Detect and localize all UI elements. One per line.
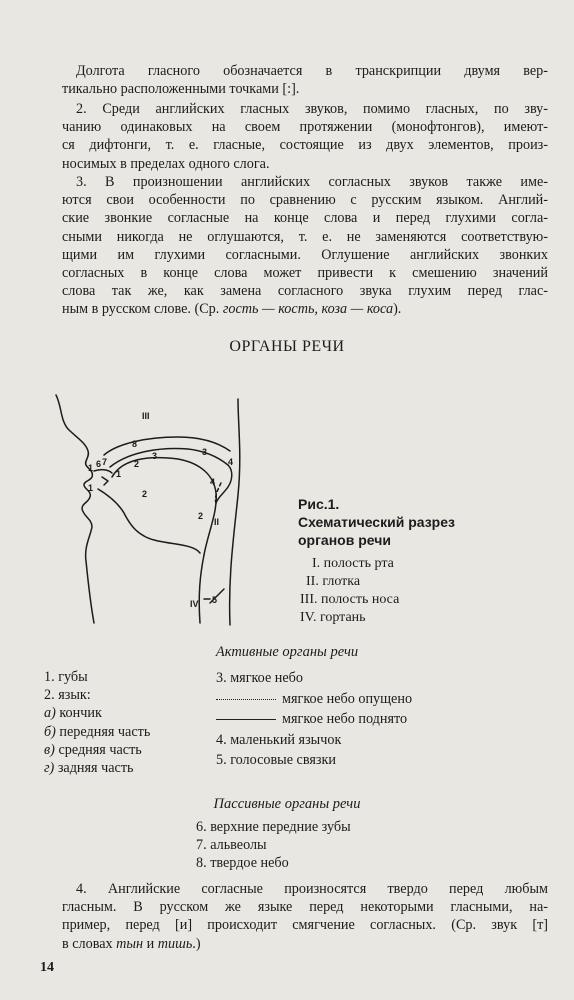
label-2: 2: [142, 489, 148, 499]
text-line: Долгота гласного обозначается в транскрипции двумя вер-: [76, 63, 548, 79]
text-line: [62, 300, 548, 318]
list-item: [44, 759, 150, 777]
page-number: 14: [40, 960, 54, 975]
text-line: сными никогда не оглушаются, т. е. не заменяются соответствую-: [62, 228, 548, 245]
label-8: 8: [132, 439, 138, 449]
label-IV: IV: [190, 599, 199, 609]
dotted-line-symbol: [216, 699, 276, 700]
list-marker: а): [44, 705, 56, 722]
text-line: гласным. В русском же языке перед некоторыми гласными, на-: [62, 899, 548, 916]
list-text: мягкое небо поднято: [282, 711, 408, 727]
label-1b: 1: [88, 483, 94, 493]
active-organs-heading: Активные органы речи: [215, 644, 359, 660]
active-organs-right: [216, 668, 412, 771]
list-item: [44, 704, 150, 722]
passive-organs-list: [196, 818, 351, 873]
paragraph-1: [62, 62, 548, 98]
caption-line: органов речи: [298, 532, 391, 548]
paragraph-2: [62, 100, 548, 173]
list-item: 8. твердое небо: [196, 855, 289, 872]
text-line: чанию одинаковых на своем протяжении (монофтонгов), имеют-: [62, 119, 548, 136]
text-line: ся дифтонги, т. е. гласные, состоящие из двух элементов, произ-: [62, 137, 548, 154]
passive-organs-heading: Пассивные органы речи: [213, 796, 361, 812]
text-fragment: в словах: [62, 935, 117, 952]
list-item: 7. альвеолы: [196, 837, 267, 854]
caption-line: Схематический разрез: [298, 514, 455, 530]
text-line: ются свои особенности по сравнению с русским языком. Англий-: [62, 192, 548, 209]
list-item: [44, 723, 150, 741]
text-line: [62, 935, 548, 953]
list-marker: в): [44, 741, 55, 758]
text-line: пример, перед [и] происходит смягчение согласных. (Ср. звук [т]: [62, 917, 548, 934]
speech-organs-diagram: [38, 385, 288, 635]
list-item: [44, 741, 150, 759]
paragraph-3: [62, 173, 548, 319]
text-fragment: ).: [393, 301, 402, 318]
list-item: 2. язык:: [44, 687, 91, 704]
list-item: 5. голосовые связки: [216, 752, 336, 768]
legend-item: I. полость рта: [312, 556, 394, 571]
list-item: 4. маленький язычок: [216, 731, 342, 748]
label-4b: 4: [210, 477, 216, 487]
example-words: гость — кость, коза — коса: [222, 301, 394, 318]
list-text: передняя часть: [59, 723, 151, 740]
list-text: мягкое небо опущено: [282, 690, 413, 707]
list-marker: б): [44, 723, 56, 740]
example-word: тишь: [157, 935, 193, 952]
caption-line: Рис.1.: [298, 496, 340, 512]
list-text: средняя часть: [58, 741, 142, 758]
text-line: слова так же, как замена согласного звука глухим перед глас-: [62, 283, 548, 300]
text-fragment: и: [143, 935, 158, 952]
text-fragment: ным в русском слове. (Ср.: [62, 301, 223, 318]
tongue-label-b: 2: [134, 459, 140, 469]
label-5: 5: [212, 595, 218, 605]
text-fragment: .): [192, 935, 201, 952]
list-text: кончик: [59, 705, 102, 722]
list-item: 1. губы: [44, 669, 88, 685]
text-line: 2. Среди английских гласных звуков, помимо гласных, по зву-: [76, 101, 548, 117]
text-line: носимых в пределах одного слога.: [62, 155, 270, 172]
label-II: II: [214, 517, 220, 527]
legend-item: IV. гортань: [300, 610, 366, 625]
text-line: щими им глухими согласными. Оглушение английских звонких: [62, 246, 548, 263]
text-line: ские звонкие согласные на конце слова и перед глухими согла-: [62, 210, 548, 227]
list-item: [216, 689, 412, 710]
list-item: 6. верхние передние зубы: [196, 819, 351, 835]
legend-item: II. глотка: [306, 574, 361, 589]
example-word: тын: [116, 935, 144, 952]
legend-item: III. полость носа: [300, 592, 400, 607]
text-line: 3. В произношении английских согласных звуков также име-: [76, 174, 548, 190]
label-6: 6: [96, 459, 102, 469]
tongue-label-v: 3: [152, 451, 158, 461]
figure-legend: [300, 555, 399, 627]
figure-caption-title: [298, 495, 455, 549]
text-line: тикально расположенными точками [:].: [62, 81, 300, 98]
label-III: III: [142, 411, 150, 421]
label-4: 4: [228, 457, 234, 467]
active-organs-left: [44, 668, 150, 777]
solid-line-symbol: [216, 719, 276, 720]
section-heading: ОРГАНЫ РЕЧИ: [229, 338, 345, 355]
text-line: согласных в конце слова может привести к смешению значений: [62, 265, 548, 282]
list-item: [216, 709, 412, 730]
label-1: 1: [88, 463, 94, 473]
label-7: 7: [102, 457, 108, 467]
paragraph-4: [62, 880, 548, 953]
list-marker: г): [44, 760, 55, 777]
label-2b: 2: [198, 511, 204, 521]
list-text: задняя часть: [57, 760, 134, 777]
list-item: 3. мягкое небо: [216, 670, 303, 686]
text-line: 4. Английские согласные произносятся твердо перед любым: [76, 881, 548, 897]
label-3: 3: [202, 447, 208, 457]
tongue-label-a: 1: [116, 469, 122, 479]
